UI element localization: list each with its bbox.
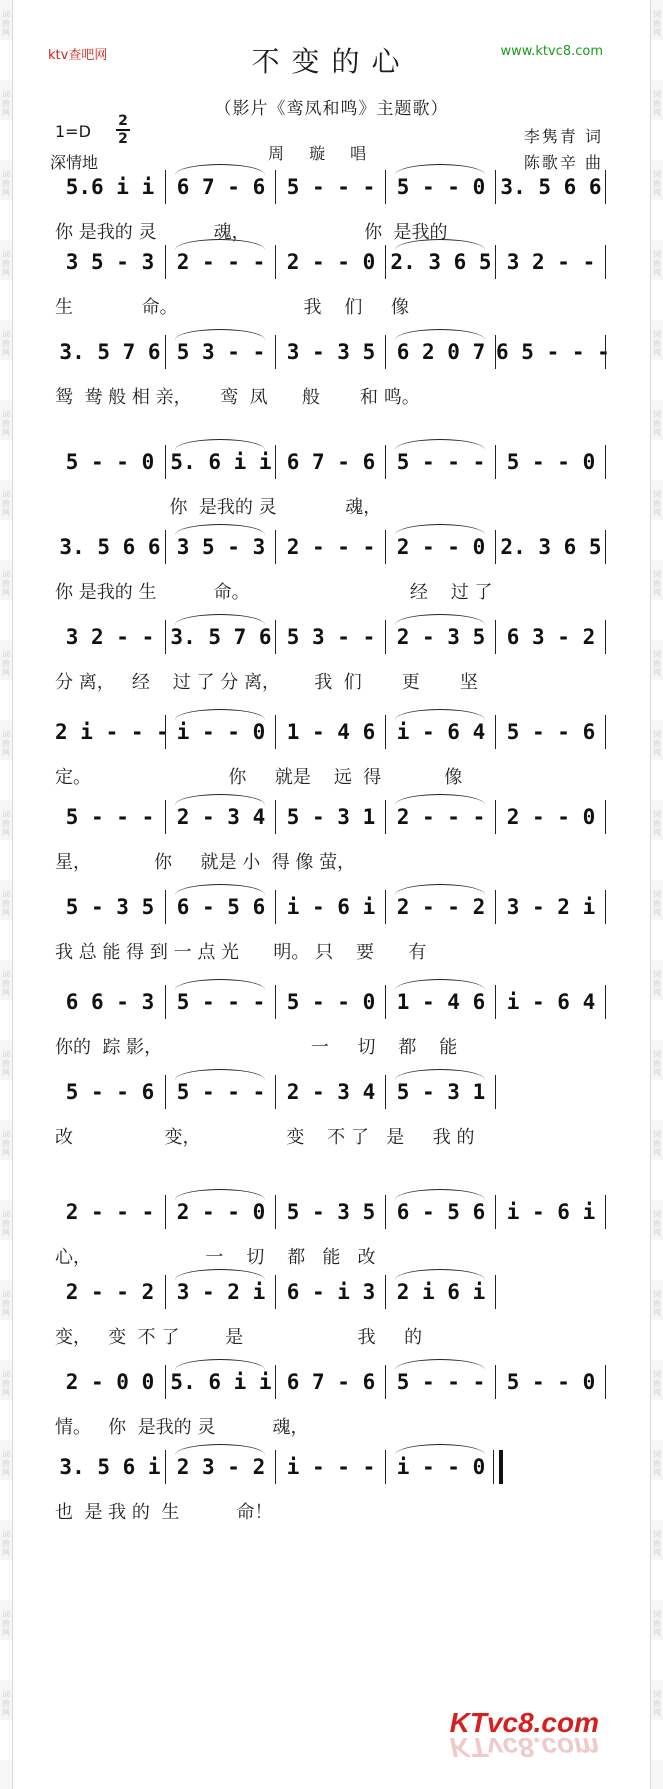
staff-row <box>55 1365 605 1445</box>
barline <box>605 445 606 479</box>
side-watermark-text: 词曲网 <box>2 1130 10 1157</box>
measure: 1 - 4 6 <box>385 985 496 1019</box>
measure: 2 - - - <box>165 245 276 279</box>
staff-row <box>55 985 605 1065</box>
side-watermark-text: 词曲网 <box>653 970 661 997</box>
measure: 5 - 3 5 <box>65 895 155 919</box>
notes-line <box>55 800 605 830</box>
performance-mood: 深情地 <box>50 153 99 172</box>
slur-mark <box>395 329 485 340</box>
barline <box>605 985 606 1019</box>
measure: 5 - 3 5 <box>275 1195 386 1229</box>
slur-mark <box>395 884 485 895</box>
lyric-line: 分 离， 经 过 了 分 离， 我 们 更 坚 <box>55 672 478 693</box>
measure: 6 7 - 6 <box>165 170 276 204</box>
staff-row <box>55 335 610 415</box>
side-watermark-text: 词曲网 <box>2 1050 10 1077</box>
notes-line <box>55 170 605 200</box>
side-watermark-text: 词曲网 <box>2 890 10 917</box>
side-watermark-text: 词曲网 <box>2 1690 10 1717</box>
lyric-line: 你的 踪 影， 一 切 都 能 <box>55 1037 458 1058</box>
notes-line <box>55 1450 605 1480</box>
staff-row <box>55 1075 605 1155</box>
measure: 2. 3 6 5 <box>385 245 496 279</box>
side-watermark-text: 词曲网 <box>653 1690 661 1717</box>
measure: 3. 5 6 6 <box>59 535 161 559</box>
side-watermark-text: 词曲网 <box>653 570 661 597</box>
slur-mark <box>395 794 485 805</box>
measure: 3 5 - 3 <box>65 250 155 274</box>
slur-mark <box>395 1189 485 1200</box>
slur-mark <box>175 1189 265 1200</box>
measure: 5 - - 0 <box>495 445 606 479</box>
notes-line <box>55 1275 605 1305</box>
notes-line <box>55 445 605 475</box>
slur-mark <box>395 524 485 535</box>
measure: 5.6 i i <box>65 175 155 199</box>
side-watermark-text: 词曲网 <box>2 490 10 517</box>
barline <box>605 530 606 564</box>
lyric-line: 星， 你 就是 小 得 像 萤， <box>55 852 356 873</box>
side-watermark-text: 词曲网 <box>653 1450 661 1477</box>
staff-row <box>55 715 605 795</box>
measure: 3 - 3 5 <box>275 335 386 369</box>
slur-mark <box>395 979 485 990</box>
notes-line <box>55 335 610 365</box>
measure: 2 - 3 4 <box>165 800 276 834</box>
slur-mark <box>175 439 265 450</box>
measure: i - - - <box>275 1450 386 1484</box>
staff-row <box>55 800 605 880</box>
side-watermark-text: 词曲网 <box>2 1450 10 1477</box>
measure: 3 2 - - <box>495 245 606 279</box>
staff-row <box>55 620 605 700</box>
barline <box>495 1075 496 1109</box>
measure: 2 - - - <box>65 1200 155 1224</box>
side-watermark-text: 词曲网 <box>653 810 661 837</box>
song-title: 不变的心 <box>251 45 412 78</box>
side-watermark-text: 词曲网 <box>2 1610 10 1637</box>
measure: 6 2 0 7 <box>385 335 496 369</box>
left-watermark-strip <box>0 0 13 1789</box>
side-watermark-text: 词曲网 <box>653 1050 661 1077</box>
slur-mark <box>175 524 265 535</box>
slur-mark <box>395 1069 485 1080</box>
staff-row <box>55 530 605 610</box>
slur-mark <box>395 164 485 175</box>
notes-line <box>55 985 605 1015</box>
staff-row <box>55 1450 605 1530</box>
slur-mark <box>175 329 265 340</box>
ktvc8-logo <box>450 1707 599 1763</box>
slur-mark <box>175 1444 265 1455</box>
measure: 5 - - - <box>65 805 155 829</box>
barline <box>605 890 606 924</box>
key-signature: 1=D <box>55 122 91 141</box>
side-watermark-text: 词曲网 <box>2 250 10 277</box>
song-subtitle: （影片《鸾凤和鸣》主题歌） <box>214 99 449 119</box>
slur-mark <box>175 884 265 895</box>
side-watermark-text: 词曲网 <box>2 330 10 357</box>
lyric-line: 你 是我的 生 命。 经 过 了 <box>55 582 493 603</box>
slur-mark <box>175 1359 265 1370</box>
side-watermark-text: 词曲网 <box>2 1290 10 1317</box>
side-watermark-text: 词曲网 <box>2 410 10 437</box>
lyric-line: 变， 变 不 了 是 我 的 <box>55 1327 423 1348</box>
staff-row <box>55 890 605 970</box>
side-watermark-text: 词曲网 <box>653 170 661 197</box>
slur-mark <box>175 164 265 175</box>
lyric-line: 定。 你 就是 远 得 像 <box>55 767 463 788</box>
slur-mark <box>395 1359 485 1370</box>
measure: 3. 5 7 6 <box>165 620 276 654</box>
slur-mark <box>175 614 265 625</box>
measure: 5 - - - <box>275 170 386 204</box>
measure: 5 - 3 1 <box>275 800 386 834</box>
side-watermark-text: 词曲网 <box>653 1610 661 1637</box>
barline <box>493 1450 503 1484</box>
barline <box>605 715 606 749</box>
measure: 5. 6 i i <box>165 445 276 479</box>
side-watermark-text: 词曲网 <box>653 90 661 117</box>
measure: 5 - - 6 <box>65 1080 155 1104</box>
measure: i - - 0 <box>165 715 276 749</box>
measure: 2 - - 0 <box>495 800 606 834</box>
logo-text: KTvc8.com <box>449 1707 599 1738</box>
measure: 6 7 - 6 <box>275 1365 386 1399</box>
time-signature-top: 2 <box>118 113 128 129</box>
side-watermark-text: 词曲网 <box>2 170 10 197</box>
slur-mark <box>395 709 485 720</box>
measure: 2. 3 6 5 <box>495 530 606 564</box>
staff-row <box>55 170 605 250</box>
measure: 2 - - - <box>275 530 386 564</box>
staff-row <box>55 1275 605 1355</box>
measure: 5 - - - <box>385 445 496 479</box>
barline <box>605 1365 606 1399</box>
measure: 5. 6 i i <box>165 1365 276 1399</box>
barline <box>605 620 606 654</box>
notes-line <box>55 1195 605 1225</box>
singer-credit: 周 璇 唱 <box>268 144 377 163</box>
side-watermark-text: 词曲网 <box>653 890 661 917</box>
measure: 5 - - 0 <box>385 170 496 204</box>
measure: 6 3 - 2 <box>495 620 606 654</box>
lyric-line: 情。 你 是我的 灵 魂， <box>55 1417 309 1438</box>
side-watermark-text: 词曲网 <box>653 1130 661 1157</box>
side-watermark-text: 词曲网 <box>653 10 661 37</box>
notes-line <box>55 530 605 560</box>
notes-line <box>55 1365 605 1395</box>
barline <box>605 1195 606 1229</box>
lyric-line: 心， 一 切 都 能 改 <box>55 1247 376 1268</box>
side-watermark-text: 词曲网 <box>2 570 10 597</box>
side-watermark-text: 词曲网 <box>2 90 10 117</box>
measure: 5 - - - <box>165 985 276 1019</box>
measure: 6 - i 3 <box>275 1275 386 1309</box>
source-site-label: ktv查吧网 <box>48 48 108 63</box>
barline <box>605 800 606 834</box>
measure: 2 - - 2 <box>65 1280 155 1304</box>
barline <box>495 1275 496 1309</box>
side-watermark-text: 词曲网 <box>2 10 10 37</box>
side-watermark-text: 词曲网 <box>2 970 10 997</box>
side-watermark-text: 词曲网 <box>653 490 661 517</box>
slur-mark <box>395 1444 485 1455</box>
source-url-label: www.ktvc8.com <box>500 44 603 59</box>
measure: 5 3 - - <box>275 620 386 654</box>
measure: 3 2 - - <box>65 625 155 649</box>
measure: 2 - - 2 <box>385 890 496 924</box>
side-watermark-text: 词曲网 <box>653 330 661 357</box>
lyric-line: 鸳 鸯 般 相 亲， 鸾 凤 般 和 鸣。 <box>55 387 420 408</box>
barline <box>605 245 606 279</box>
measure: 6 7 - 6 <box>275 445 386 479</box>
measure: 2 - - 0 <box>165 1195 276 1229</box>
side-watermark-text: 词曲网 <box>653 410 661 437</box>
measure: 5 - 3 1 <box>385 1075 496 1109</box>
measure: 2 - - - <box>385 800 496 834</box>
lyric-line: 我 总 能 得 到 一 点 光 明。 只 要 有 <box>55 942 427 963</box>
measure: i - 6 4 <box>385 715 496 749</box>
staff-row <box>55 1195 605 1275</box>
barline <box>605 170 606 204</box>
measure: 2 i - - - <box>55 720 169 744</box>
measure: 6 - 5 6 <box>385 1195 496 1229</box>
measure: 5 - - 0 <box>65 450 155 474</box>
measure: 2 3 - 2 <box>165 1450 276 1484</box>
staff-row <box>55 445 605 525</box>
measure: 1 - 4 6 <box>275 715 386 749</box>
slur-mark <box>175 1069 265 1080</box>
side-watermark-text: 词曲网 <box>653 1290 661 1317</box>
measure: 3 - 2 i <box>495 890 606 924</box>
lyricist-credit: 李隽青 词 <box>523 127 603 146</box>
side-watermark-text: 词曲网 <box>653 1370 661 1397</box>
barline <box>605 335 606 369</box>
measure: i - 6 i <box>495 1195 606 1229</box>
side-watermark-text: 词曲网 <box>653 250 661 277</box>
measure: 3. 5 6 i <box>59 1455 161 1479</box>
slur-mark <box>175 979 265 990</box>
measure: 2 - 0 0 <box>65 1370 155 1394</box>
measure: 5 3 - - <box>165 335 276 369</box>
notes-line <box>55 715 605 745</box>
side-watermark-text: 词曲网 <box>2 650 10 677</box>
side-watermark-text: 词曲网 <box>653 1530 661 1557</box>
measure: 6 - 5 6 <box>165 890 276 924</box>
measure: 2 - - 0 <box>275 245 386 279</box>
measure: 5 - - 0 <box>495 1365 606 1399</box>
measure: 3 - 2 i <box>165 1275 276 1309</box>
time-signature <box>116 114 130 146</box>
notes-line <box>55 245 605 275</box>
measure: i - 6 i <box>275 890 386 924</box>
side-watermark-text: 词曲网 <box>653 730 661 757</box>
slur-mark <box>395 439 485 450</box>
side-watermark-text: 词曲网 <box>2 1210 10 1237</box>
slur-mark <box>175 709 265 720</box>
time-signature-bottom: 2 <box>118 131 128 147</box>
measure: 5 - - 0 <box>275 985 386 1019</box>
measure: 3. 5 6 6 <box>495 170 606 204</box>
composer-credit: 陈歌辛 曲 <box>523 153 603 172</box>
measure: i - 6 4 <box>495 985 606 1019</box>
measure: 5 - - 6 <box>495 715 606 749</box>
slur-mark <box>175 794 265 805</box>
side-watermark-text: 词曲网 <box>2 810 10 837</box>
measure: 6 5 - - - <box>495 335 606 369</box>
side-watermark-text: 词曲网 <box>653 1210 661 1237</box>
notes-line <box>55 890 605 920</box>
measure: 6 6 - 3 <box>65 990 155 1014</box>
slur-mark <box>395 614 485 625</box>
measure: 2 - 3 5 <box>385 620 496 654</box>
measure: 3. 5 7 6 <box>59 340 161 364</box>
side-watermark-text: 词曲网 <box>2 1530 10 1557</box>
notes-line <box>55 620 605 650</box>
side-watermark-text: 词曲网 <box>2 730 10 757</box>
staff-row <box>55 245 605 325</box>
measure: 5 - - - <box>165 1075 276 1109</box>
lyric-line: 生 命。 我 们 像 <box>55 297 410 318</box>
measure: 2 - 3 4 <box>275 1075 386 1109</box>
measure: 5 - - - <box>385 1365 496 1399</box>
notes-line <box>55 1075 605 1105</box>
measure: i - - 0 <box>385 1450 496 1484</box>
lyric-line: 你 是我的 灵 魂， 你 是我的 <box>55 222 448 243</box>
right-watermark-strip <box>650 0 663 1789</box>
side-watermark-text: 词曲网 <box>2 1370 10 1397</box>
measure: 2 - - 0 <box>385 530 496 564</box>
measure: 2 i 6 i <box>385 1275 496 1309</box>
side-watermark-text: 词曲网 <box>653 650 661 677</box>
lyric-line: 你 是我的 灵 魂， <box>55 497 382 518</box>
lyric-line: 也 是 我 的 生 命！ <box>55 1502 273 1523</box>
measure: 3 5 - 3 <box>165 530 276 564</box>
lyric-line: 改 变， 变 不 了 是 我 的 <box>55 1127 475 1148</box>
logo-reflection: KTvc8.com <box>449 1732 599 1763</box>
